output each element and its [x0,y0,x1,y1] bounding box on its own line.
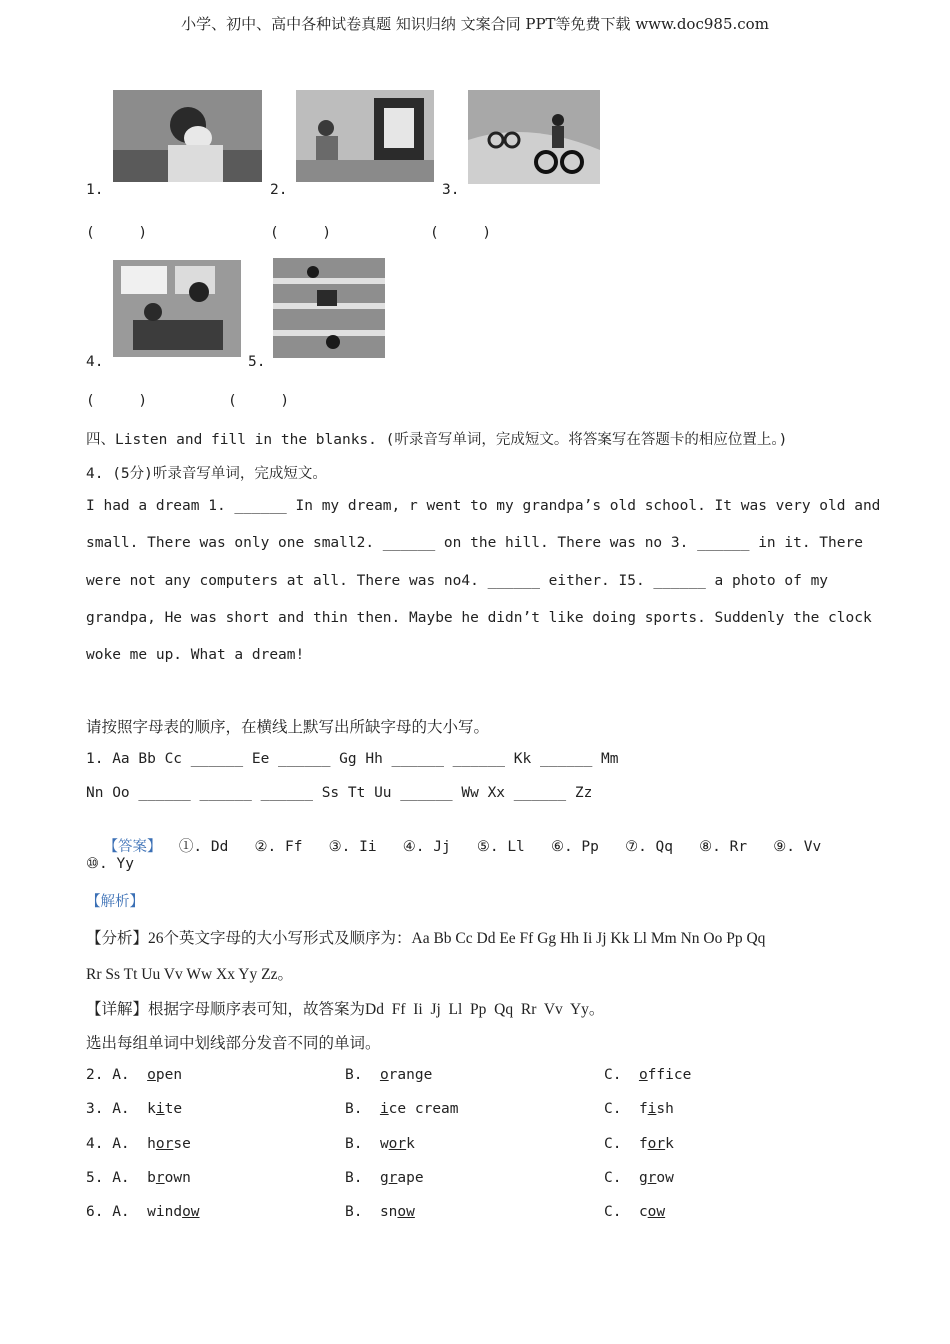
option-letter: A. [112,1067,130,1083]
option-letter: A. [112,1101,130,1117]
option-letter: A. [112,1204,130,1220]
word-suffix: range [388,1067,433,1083]
answer-bracket-1[interactable]: ( ) [86,225,148,241]
option-letter: C. [604,1136,622,1152]
answer-bracket-5[interactable]: ( ) [228,393,290,409]
question-number: 5. [86,1170,104,1186]
word-prefix: wind [147,1204,183,1220]
option-letter: A. [112,1136,130,1152]
option-letter: B. [345,1101,363,1117]
option-letter: B. [345,1170,363,1186]
word-prefix: h [147,1136,156,1152]
picture-1-boy-sneezing [113,90,262,182]
answer-bracket-2[interactable]: ( ) [270,225,332,241]
phonics-q5-option-c[interactable] [604,1170,674,1186]
question-number: 3. [86,1101,104,1117]
answer-tag: 【答案】 [103,839,162,855]
word-suffix: se [173,1136,191,1152]
word-underlined-part: or [155,1136,174,1152]
option-letter: B. [345,1204,363,1220]
phonics-q6-option-c[interactable] [604,1204,665,1220]
word-suffix: k [665,1136,674,1152]
option-letter: C. [604,1067,622,1083]
phonics-q3-option-b[interactable] [345,1101,459,1117]
word-prefix: sn [379,1204,398,1220]
word-suffix: pen [155,1067,183,1083]
answer-row-2: ⑩. Yy [86,856,134,872]
word-underlined-part: o [147,1067,156,1083]
phonics-q5-option-a[interactable] [86,1170,191,1186]
picture-2-watching-tv [296,90,434,182]
word-underlined-part: i [155,1101,165,1117]
word-prefix: k [147,1101,156,1117]
word-underlined-part: ow [182,1204,200,1220]
option-letter: C. [604,1204,622,1220]
detail-line: 【详解】根据字母顺序表可知，故答案为Dd Ff Ii Jj Ll Pp Qq Rr Vv Yy。 [86,1001,605,1018]
word-suffix: ffice [647,1067,692,1083]
word-suffix: ape [397,1170,424,1186]
phonics-q5-option-b[interactable] [345,1170,424,1186]
phonics-q6-option-a[interactable] [86,1204,200,1220]
analysis-line-2: Rr Ss Tt Uu Vv Ww Xx Yy Zz。 [86,966,293,983]
word-prefix: c [638,1204,648,1220]
word-underlined-part: or [647,1136,666,1152]
analysis-line-1: 【分析】26个英文字母的大小写形式及顺序为：Aa Bb Cc Dd Ee Ff Gg Hh Ii Jj Kk Ll Mm Nn Oo Pp Qq [86,930,766,947]
word-prefix: g [379,1170,389,1186]
option-letter: B. [345,1136,363,1152]
passage-line-3: were not any computers at all. There was no4. ______ either. I5. ______ a photo of my [86,573,829,589]
word-underlined-part: or [388,1136,407,1152]
phonics-q4-option-a[interactable] [86,1136,191,1152]
passage-line-5: woke me up. What a dream! [86,647,305,663]
question-number: 2. [86,1067,104,1083]
option-letter: C. [604,1101,622,1117]
alphabet-line-1: 1. Aa Bb Cc ______ Ee ______ Gg Hh ______ ______ Kk ______ Mm [86,751,619,767]
section-4-heading: 四、Listen and fill in the blanks. (听录音写单词，完成短文。将答案写在答题卡的相应位置上。) [86,432,788,448]
option-letter: C. [604,1170,622,1186]
alphabet-instruction: 请按照字母表的顺序，在横线上默写出所缺字母的大小写。 [86,719,490,736]
option-letter: B. [345,1067,363,1083]
picture-label-5: 5. [248,354,266,370]
word-suffix: own [164,1170,191,1186]
word-suffix: sh [656,1101,674,1117]
page-header: 小学、初中、高中各种试卷真题 知识归纳 文案合同 PPT等免费下载 www.doc985.com [181,15,769,33]
word-underlined-part: o [379,1067,389,1083]
answer-row [86,819,821,856]
question-number: 4. [86,1136,104,1152]
word-underlined-part: ow [647,1204,666,1220]
picture-label-1: 1. [86,182,104,198]
phonics-q3-option-c[interactable] [604,1101,674,1117]
word-suffix: te [164,1101,183,1117]
question-number: 6. [86,1204,104,1220]
option-letter: A. [112,1170,130,1186]
word-underlined-part: r [388,1170,398,1186]
word-underlined-part: r [155,1170,165,1186]
passage-line-2: small. There was only one small2. ______ on the hill. There was no 3. ______ in it. There [86,535,863,551]
phonics-q2-option-a[interactable] [86,1067,182,1083]
word-prefix: b [147,1170,156,1186]
word-underlined-part: r [647,1170,657,1186]
phonics-q4-option-c[interactable] [604,1136,674,1152]
word-underlined-part: ow [397,1204,415,1220]
alphabet-line-2: Nn Oo ______ ______ ______ Ss Tt Uu ______ Ww Xx ______ Zz [86,785,593,801]
word-prefix: f [638,1136,648,1152]
answer-bracket-3[interactable]: ( ) [430,225,492,241]
question-4-prompt: 4. (5分)听录音写单词，完成短文。 [86,466,327,482]
phonics-q3-option-a[interactable] [86,1101,182,1117]
word-underlined-part: i [647,1101,657,1117]
phonics-instruction: 选出每组单词中划线部分发音不同的单词。 [86,1035,381,1052]
phonics-q2-option-c[interactable] [604,1067,691,1083]
picture-5-running-race [273,258,385,358]
answer-bracket-4[interactable]: ( ) [86,393,148,409]
word-suffix: ce cream [388,1101,459,1117]
picture-label-4: 4. [86,354,104,370]
word-prefix: g [638,1170,648,1186]
analysis-tag: 【解析】 [86,894,144,910]
word-underlined-part: o [638,1067,648,1083]
phonics-q2-option-b[interactable] [345,1067,432,1083]
word-prefix: f [638,1101,648,1117]
answer-text: ①. Dd ②. Ff ③. Ii ④. Jj ⑤. Ll ⑥. Pp ⑦. Qq ⑧. Rr ⑨. Vv [161,839,822,855]
picture-label-2: 2. [270,182,288,198]
phonics-q4-option-b[interactable] [345,1136,415,1152]
word-suffix: k [406,1136,415,1152]
picture-4-people-on-bus [113,260,241,357]
word-underlined-part: i [379,1101,389,1117]
passage-line-4: grandpa, He was short and thin then. Maybe he didn’t like doing sports. Suddenly the clock [86,610,872,626]
picture-3-riding-bikes [468,90,600,184]
picture-label-3: 3. [442,182,460,198]
word-suffix: ow [656,1170,674,1186]
phonics-q6-option-b[interactable] [345,1204,415,1220]
word-prefix: w [379,1136,389,1152]
passage-line-1: I had a dream 1. ______ In my dream, r went to my grandpa’s old school. It was very old and [86,498,881,514]
